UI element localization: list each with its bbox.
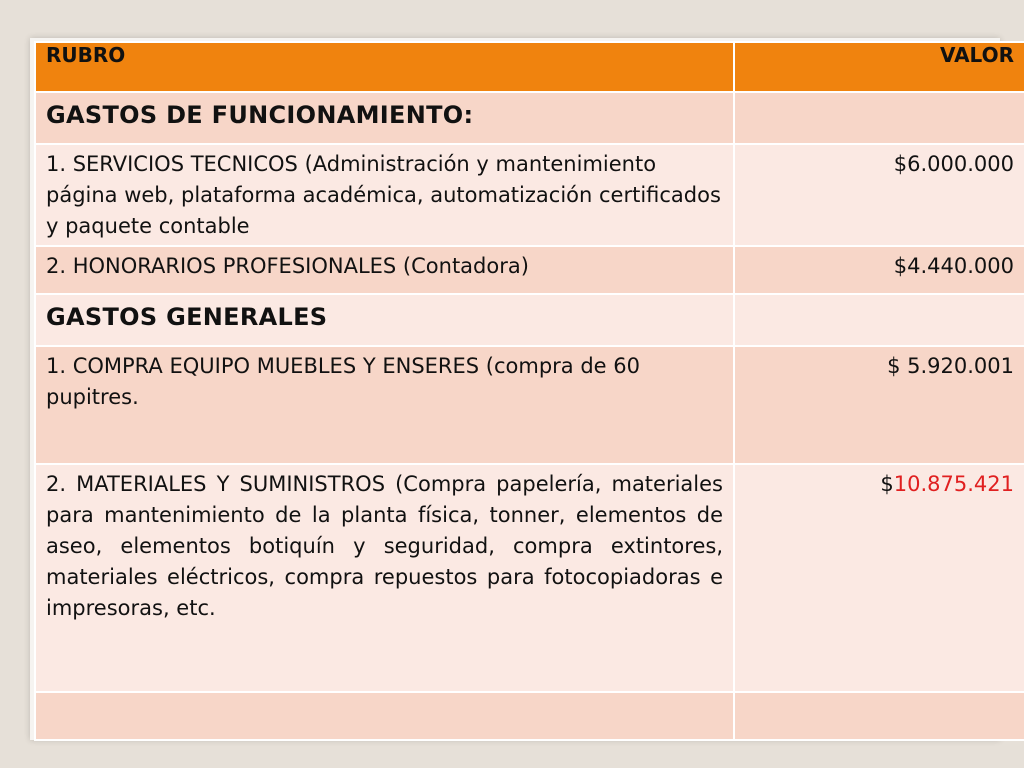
valor-cell <box>734 144 1024 246</box>
table-header-row <box>35 42 1024 92</box>
section-cell <box>35 92 734 144</box>
rubro-cell <box>35 246 734 294</box>
empty-value-cell <box>734 92 1024 144</box>
section-title: GASTOS GENERALES <box>46 303 328 331</box>
valor-text: $6.000.000 <box>893 152 1014 176</box>
rubro-cell <box>35 144 734 246</box>
table-row <box>35 346 1024 464</box>
header-valor: VALOR <box>734 42 1024 92</box>
rubro-text: 2. HONORARIOS PROFESIONALES (Contadora) <box>46 254 529 278</box>
currency-symbol: $ <box>880 472 894 496</box>
empty-cell <box>734 692 1024 740</box>
valor-cell <box>734 246 1024 294</box>
table-row <box>35 464 1024 692</box>
table-row <box>35 144 1024 246</box>
empty-value-cell <box>734 294 1024 346</box>
rubro-cell <box>35 346 734 464</box>
header-rubro: RUBRO <box>35 42 734 92</box>
valor-cell <box>734 346 1024 464</box>
empty-cell <box>35 692 734 740</box>
rubro-text: 1. COMPRA EQUIPO MUEBLES Y ENSERES (compra de 60 pupitres. <box>46 354 640 409</box>
section-row-generales <box>35 294 1024 346</box>
highlighted-amount: 10.875.421 <box>893 472 1014 496</box>
rubro-cell <box>35 464 734 692</box>
valor-cell <box>734 464 1024 692</box>
valor-text <box>735 465 1024 500</box>
section-row-funcionamiento <box>35 92 1024 144</box>
empty-row <box>35 692 1024 740</box>
rubro-text: 2. MATERIALES Y SUMINISTROS (Compra papelería, materiales para mantenimiento de la planta física, tonner, elementos de aseo, elementos botiquín y seguridad, compra extintores, materiales eléctricos, compra repuestos para fotocopiadoras e impresoras, etc. <box>46 472 723 620</box>
table-row <box>35 246 1024 294</box>
budget-table <box>34 41 1024 741</box>
section-title: GASTOS DE FUNCIONAMIENTO: <box>46 101 474 129</box>
valor-text: $ 5.920.001 <box>887 354 1014 378</box>
rubro-text: 1. SERVICIOS TECNICOS (Administración y mantenimiento página web, plataforma académica, automatización certificados y paquete contable <box>46 152 721 238</box>
valor-text: $4.440.000 <box>893 254 1014 278</box>
section-cell <box>35 294 734 346</box>
